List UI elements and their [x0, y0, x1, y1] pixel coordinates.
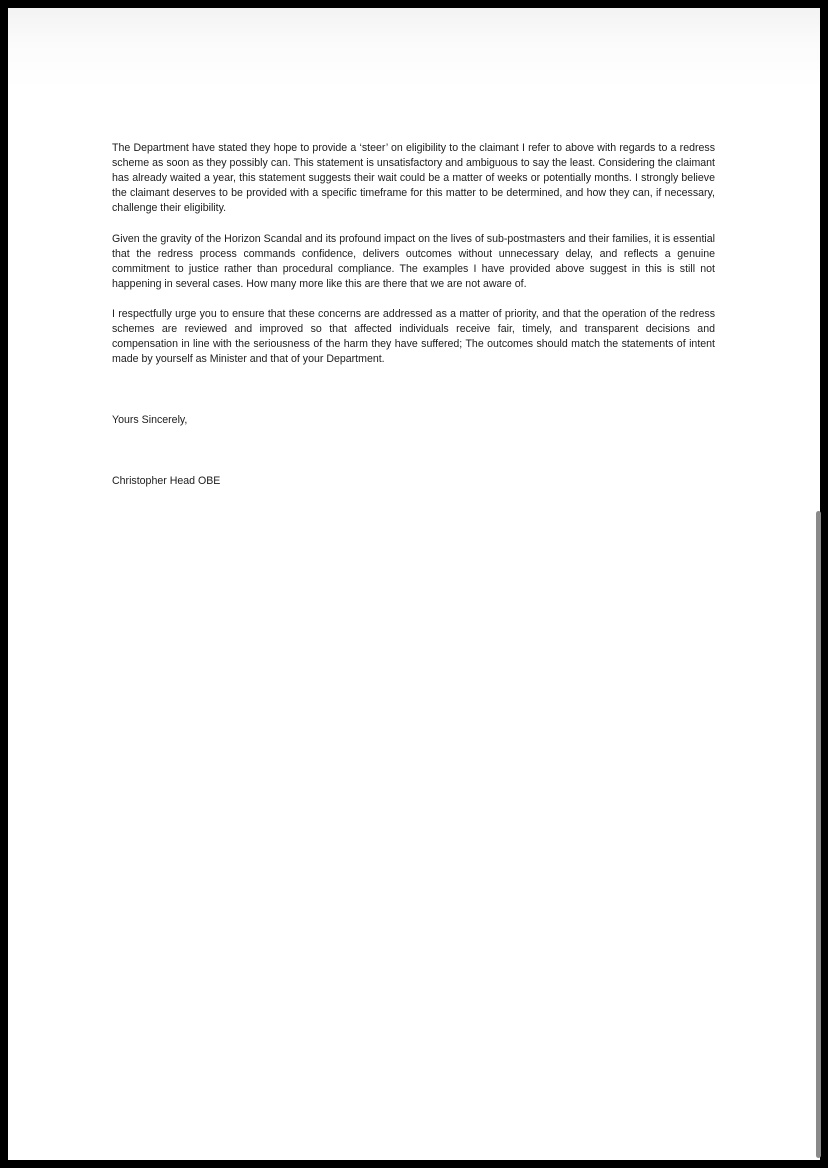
paragraph-eligibility-steer: The Department have stated they hope to provide a ‘steer’ on eligibility to the claimant I refer to above with regards to a redress scheme as soon as they possibly can. This statement is unsatisfactory and ambiguous to say the least. Considering the claimant has already waited a year, this statement suggests their wait could be a matter of weeks or potentially months. I strongly believe the claimant deserves to be provided with a specific timeframe for this matter to be determined, and how they can, if necessary, challenge their eligibility. — [112, 142, 715, 215]
paragraph-horizon-scandal: Given the gravity of the Horizon Scandal and its profound impact on the lives of sub-postmasters and their families, it is essential that the redress process commands confidence, delivers outcomes without unnecessary delay, and reflects a genuine commitment to justice rather than procedural compliance. The examples I have provided above suggest in this is still not happening in several cases. How many more like this are there that we are not aware of. — [112, 232, 715, 290]
document-page — [8, 8, 820, 1160]
letter-body — [112, 141, 715, 383]
vertical-scrollbar[interactable] — [814, 8, 822, 1160]
closing-salutation: Yours Sincerely, — [112, 414, 188, 426]
signature-name: Christopher Head OBE — [112, 475, 221, 487]
page-top-shading — [8, 8, 820, 88]
paragraph-urge-priority: I respectfully urge you to ensure that these concerns are addressed as a matter of priority, and that the operation of the redress schemes are reviewed and improved so that affected individuals receive fair, timely, and transparent decisions and compensation in line with the seriousness of the harm they have suffered; The outcomes should match the statements of intent made by yourself as Minister and that of your Department. — [112, 308, 715, 366]
scrollbar-thumb[interactable] — [816, 511, 821, 1158]
